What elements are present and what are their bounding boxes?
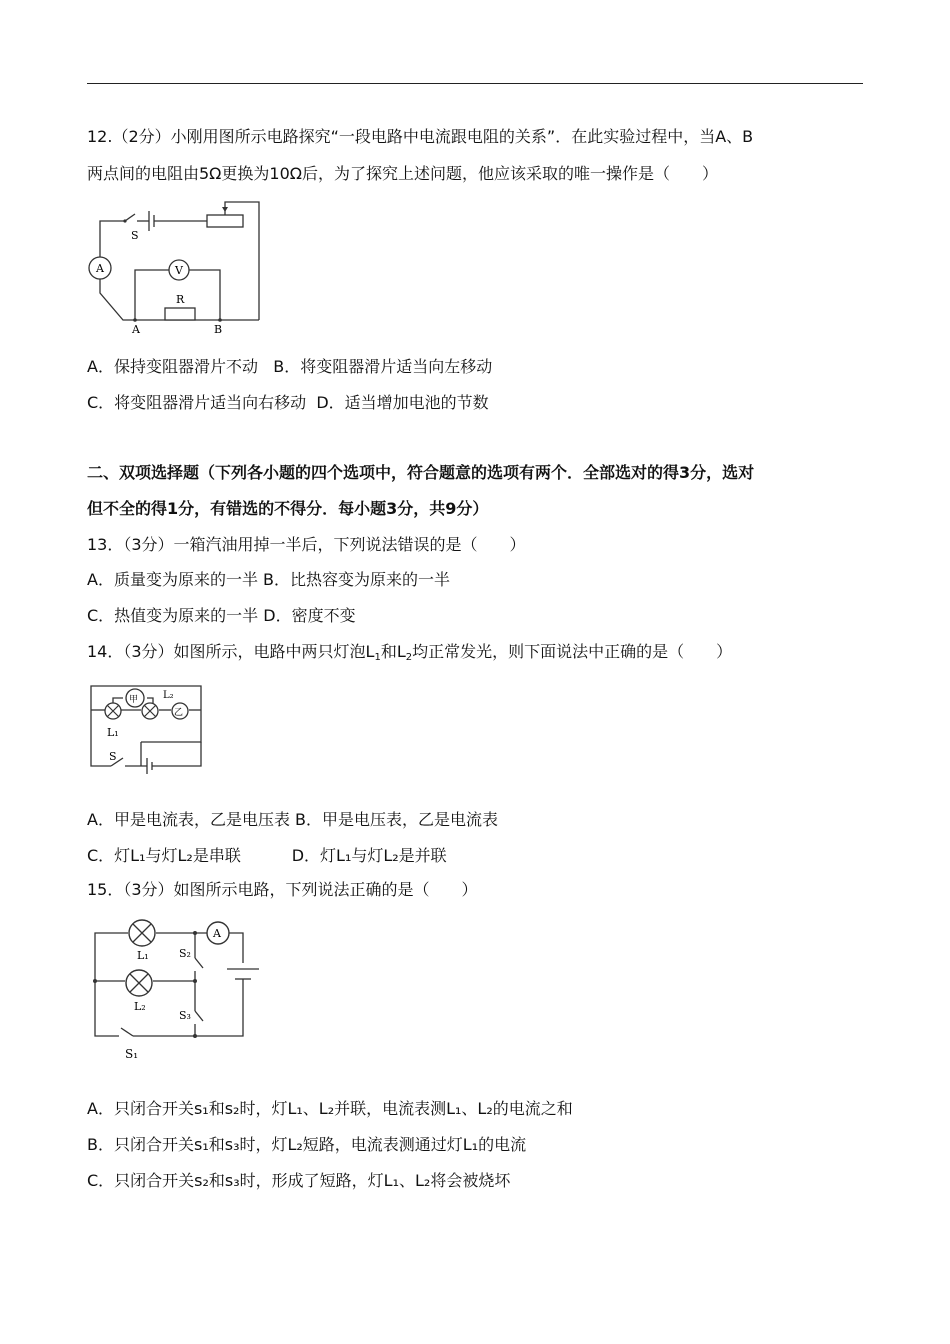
q14-stem: [87, 642, 732, 662]
q14-option-a: A．甲是电流表，乙是电压表: [87, 810, 290, 829]
q13-options-row1: [87, 570, 450, 590]
q14-stem-sub1: 1: [374, 652, 381, 663]
q15-label-lamp1: L₁: [137, 949, 149, 962]
q15-label-s2: S₂: [179, 947, 191, 960]
q15-option-c: C．只闭合开关s₂和s₃时，形成了短路，灯L₁、L₂将会被烧坏: [87, 1171, 511, 1190]
q15-circuit-figure: [87, 913, 260, 1066]
q12-option-c: C．将变阻器滑片适当向右移动: [87, 393, 307, 412]
q12-stem-line2: 两点间的电阻由5Ω更换为10Ω后，为了探究上述问题，他应该采取的唯一操作是（ ）: [87, 164, 718, 183]
q14-stem-part1: 14．（3分）如图所示，电路中两只灯泡L: [87, 642, 375, 661]
q12-options-row2: [87, 393, 489, 413]
q14-option-b: B．甲是电压表，乙是电流表: [295, 810, 499, 829]
q15-label-s3: S₃: [179, 1009, 191, 1022]
q14-label-lamp1: L₁: [107, 726, 119, 739]
q14-stem-part3: 均正常发光，则下面说法中正确的是（ ）: [412, 642, 733, 661]
header-rule: [87, 83, 863, 84]
q15-option-b: B．只闭合开关s₁和s₃时，灯L₂短路，电流表测通过灯L₁的电流: [87, 1135, 527, 1154]
q14-label-yi: 乙: [174, 708, 184, 718]
q12-label-point-b: B: [214, 323, 223, 335]
q14-circuit-figure: [87, 674, 205, 776]
q12-circuit-figure: [87, 197, 261, 335]
q12-option-a: A．保持变阻器滑片不动: [87, 357, 258, 376]
q12-label-ammeter: A: [96, 262, 104, 275]
q15-stem: 15．（3分）如图所示电路，下列说法正确的是（ ）: [87, 880, 478, 899]
q12-option-d: D．适当增加电池的节数: [316, 393, 489, 412]
q15-label-lamp2: L₂: [134, 1000, 146, 1013]
q13-option-c: C．热值变为原来的一半: [87, 606, 259, 625]
q14-label-lamp2: L₂: [163, 690, 174, 701]
q13-option-b: B．比热容变为原来的一半: [263, 570, 451, 589]
q15-option-a: A．只闭合开关s₁和s₂时，灯L₁、L₂并联，电流表测L₁、L₂的电流之和: [87, 1099, 573, 1118]
q14-options-row1: [87, 810, 498, 830]
q12-stem-line1: 12.（2分）小刚用图所示电路探究“一段电路中电流跟电阻的关系”．在此实验过程中，当A、B: [87, 127, 754, 146]
section2-heading-line2: 但不全的得1分，有错选的不得分．每小题3分，共9分）: [87, 499, 489, 518]
q12-option-b: B．将变阻器滑片适当向左移动: [273, 357, 493, 376]
q13-option-d: D．密度不变: [263, 606, 356, 625]
q14-stem-sub2: 2: [405, 652, 413, 663]
q12-label-switch: S: [131, 229, 139, 242]
q14-label-switch: S: [109, 750, 117, 763]
section2-heading-line1: 二、双项选择题（下列各小题的四个选项中，符合题意的选项有两个．全部选对的得3分，选对: [87, 463, 755, 482]
q15-label-ammeter: A: [213, 927, 221, 940]
q14-option-d: D．灯L₁与灯L₂是并联: [291, 846, 447, 865]
q12-label-voltmeter: V: [175, 264, 183, 277]
q14-options-row2: [87, 846, 447, 866]
q13-option-a: A．质量变为原来的一半: [87, 570, 258, 589]
q14-option-c: C．灯L₁与灯L₂是串联: [87, 846, 241, 865]
q12-options-row1: [87, 357, 492, 377]
q15-label-s1: S₁: [125, 1047, 139, 1061]
q14-label-jia: 甲: [129, 695, 139, 705]
q12-label-resistor: R: [176, 293, 185, 306]
q13-options-row2: [87, 606, 356, 626]
q12-label-point-a: A: [132, 323, 140, 335]
q13-stem: 13．（3分）一箱汽油用掉一半后，下列说法错误的是（ ）: [87, 535, 526, 554]
q14-stem-part2: 和L: [380, 642, 406, 661]
